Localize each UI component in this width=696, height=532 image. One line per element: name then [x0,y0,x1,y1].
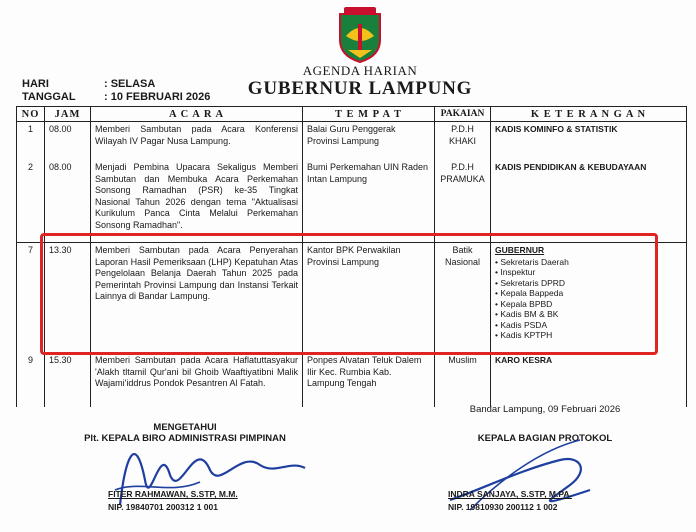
date-label: TANGGAL [22,91,76,103]
row-pakaian: P.D.H KHAKI [435,122,491,161]
row-keterangan: KARO KESRA [491,353,687,407]
left-title: Plt. KEPALA BIRO ADMINISTRASI PIMPINAN [84,433,286,444]
row-keterangan: KADIS KOMINFO & STATISTIK [491,122,687,161]
list-item: • Sekretaris Daerah [495,257,682,268]
row-tempat: Ponpes Alvatan Teluk Dalem Ilir Kec. Rumbia Kab. Lampung Tengah [303,353,435,407]
lampung-emblem [336,6,384,64]
col-pakaian: PAKAIAN [435,107,491,122]
table-row [17,353,687,407]
row-pakaian: Muslim [435,353,491,407]
right-official-nip: NIP. 19810930 200112 1 002 [448,502,558,512]
table-row [17,122,687,161]
lead-official: GUBERNUR [495,245,545,255]
row-tempat: Bumi Perkemahan UIN Raden Intan Lampung [303,160,435,234]
row-no: 9 [17,353,45,407]
left-official-name: FITER RAHMAWAN, S.STP, M.M. [108,489,238,499]
left-official-nip: NIP. 19840701 200312 1 001 [108,502,218,512]
row-acara: Menjadi Pembina Upacara Sekaligus Memberi Sambutan dan Membuka Acara Perkemahan Sonsong Ramadhan (PSR) ke-35 Tingkat Nasional Tahun 2026 dengan tema "Aktualisasi Kurikulum Panca Cinta Melalui Perkemahan Sonsong Ramadhan". [91,160,303,234]
list-item: • Inspektur [495,267,682,278]
list-item: • Kadis BM & BK [495,309,682,320]
row-no: 7 [17,243,45,354]
row-acara: Memberi Sambutan pada Acara Konferensi Wilayah IV Pagar Nusa Lampung. [91,122,303,161]
row-jam: 08.00 [45,160,91,234]
col-jam: JAM [45,107,91,122]
row-acara: Memberi Sambutan pada Acara Haflatuttasyakur 'Alakh tltamil Qur'ani bil Ghoib Waaftiyatibni Malik Wajami'iddrus Pondok Pesantren Al Fatah. [91,353,303,407]
col-tempat: T E M P A T [303,107,435,122]
row-pakaian: P.D.H PRAMUKA [435,160,491,234]
table-row [17,160,687,234]
row-jam: 13.30 [45,243,91,354]
col-acara: A C A R A [91,107,303,122]
row-no: 2 [17,160,45,234]
table-header [17,107,687,122]
row-tempat: Kantor BPK Perwakilan Provinsi Lampung [303,243,435,354]
row-jam: 15.30 [45,353,91,407]
row-keterangan: KADIS PENDIDIKAN & KEBUDAYAAN [491,160,687,234]
row-tempat: Balai Guru Penggerak Provinsi Lampung [303,122,435,161]
row-acara: Memberi Sambutan pada Acara Penyerahan Laporan Hasil Pemeriksaan (LHP) Kepatuhan Atas Pengelolaan Belanja Daerah Tahun 2025 pada Pemerintah Provinsi Lampung dan Instansi Terkait Lainnya di Bandar Lampung. [91,243,303,354]
row-jam: 08.00 [45,122,91,161]
right-official-name: INDRA SANJAYA, S.STP, M.PA. [448,489,572,499]
governor-title: GUBERNUR LAMPUNG [247,78,473,99]
agenda-title: AGENDA HARIAN [302,63,418,78]
list-item: • Sekretaris DPRD [495,278,682,289]
list-item: • Kepala Bappeda [495,288,682,299]
list-item: • Kepala BPBD [495,299,682,310]
row-pakaian: Batik Nasional [435,243,491,354]
row-no: 1 [17,122,45,161]
right-title: KEPALA BAGIAN PROTOKOL [477,433,613,444]
date-value: : 10 FEBRUARI 2026 [104,91,211,103]
col-no: NO [17,107,45,122]
place-date: Bandar Lampung, 09 Februari 2026 [469,404,621,415]
list-item: • Kadis KPTPH [495,330,682,341]
day-label: HARI [22,78,49,90]
day-value: : SELASA [104,78,156,90]
col-keterangan: K E T E R A N G A N [491,107,687,122]
list-item: • Kadis PSDA [495,320,682,331]
red-highlight-box [40,233,658,355]
left-heading: MENGETAHUI [153,422,217,433]
